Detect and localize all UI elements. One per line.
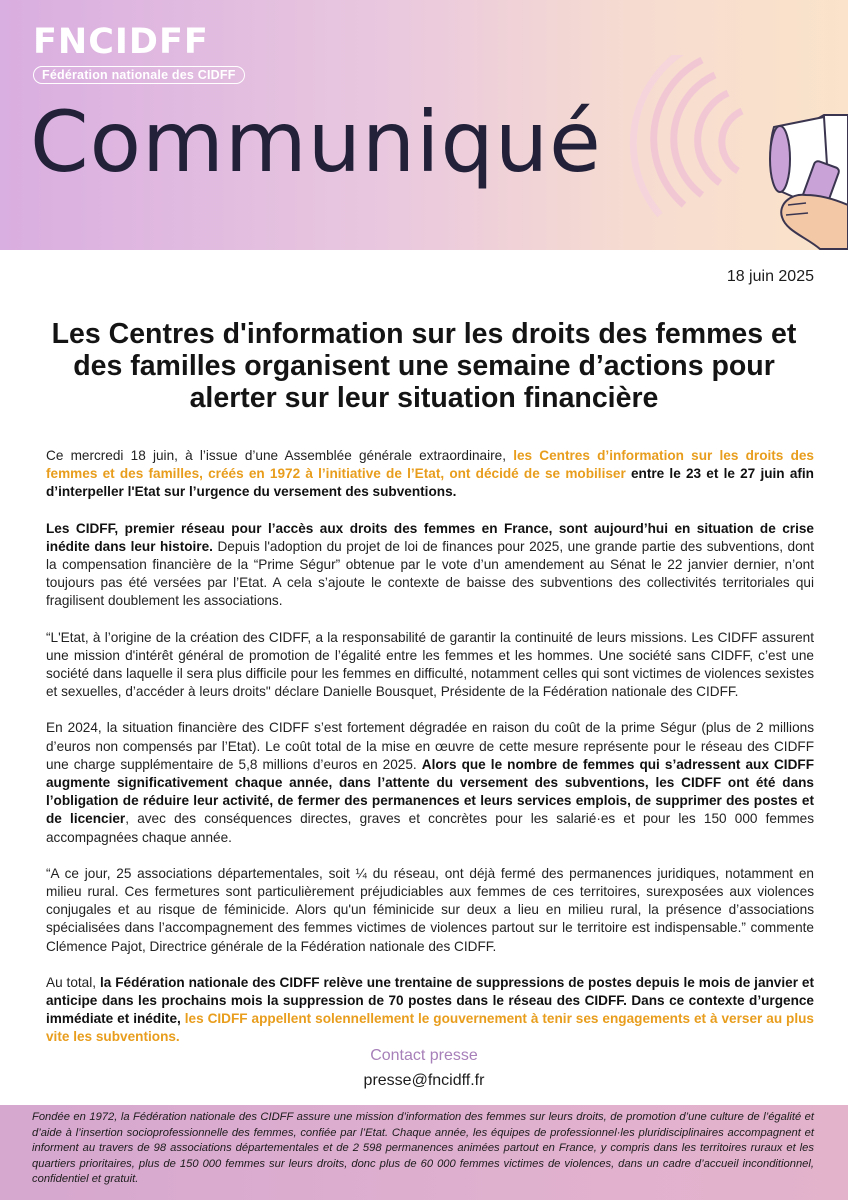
paragraph-3-quote: “L'Etat, à l’origine de la création des CIDFF, a la responsabilité de garantir la continuité de leurs missions. Les CIDFF assurent une mission d'intérêt général de promotion de l’égalité entre les femmes et les hommes. Une société sans CIDFF, c’est une société dans laquelle il sera plus difficile pour les femmes en difficulté, notamment celles qui sont victimes de violences sexistes et sexuelles, d’accéder à leurs droits" déclare Danielle Bousquet, Présidente de la Fédération nationale des CIDFF. — [46, 629, 814, 700]
press-contact — [0, 1046, 848, 1093]
publication-date: 18 juin 2025 — [726, 268, 814, 285]
footer-banner — [0, 1105, 848, 1200]
article-body — [46, 447, 814, 1065]
paragraph-1-bold: entre le 23 et le 27 juin afin d’interpeller l'Etat sur l’urgence du versement des subventions. — [46, 466, 814, 500]
logo-text: FNCIDFF — [33, 22, 209, 62]
paragraph-2-text: Depuis l'adoption du projet de loi de finances pour 2025, une grande partie des subventions, dont la compensation financière de la “Prime Ségur” obtenue par le vote d’un amendement au Sénat le 22 janvier dernier, n’ont toujours pas été versées par l’Etat. A cela s’ajoute le contexte de baisse des subventions des collectivités territoriales qui fragilisent doublement les associations. — [46, 538, 815, 609]
page-title: Communiqué — [30, 93, 602, 191]
paragraph-6-intro: Au total, — [46, 974, 100, 990]
footer-text: Fondée en 1972, la Fédération nationale des CIDFF assure une mission d’information des femmes sur leurs droits, de promotion d’une culture de l’égalité et d’aide à l’insertion socioprofessionnelle des femmes, confiée par l’Etat. Chaque année, les équipes de professionnel·les pluridisciplinaires accompagnent et informent au travers de 98 associations départementales et de 2 598 permanences animées partout en France, y compris dans les territoires ruraux et les quartiers prioritaires, plus de 150 000 femmes sur leurs droits, donc plus de 60 000 femmes victimes de violences, dans un cadre d’accueil inconditionnel, confidentiel et gratuit. — [32, 1111, 814, 1186]
paragraph-5-quote: “A ce jour, 25 associations départementales, soit ¼ du réseau, ont déjà fermé des permanences juridiques, notamment en milieu rural. Ces fermetures sont particulièrement préjudiciables aux femmes de ces territoires, surexposées aux violences conjugales et au risque de féminicide. Alors qu'un féminicide sur deux a lieu en milieu rural, la présence d’associations spécialisées dans l’accompagnement des femmes victimes de violences partout sur le territoire est indispensable.” commente Clémence Pajot, Directrice générale de la Fédération nationale des CIDFF. — [46, 865, 814, 954]
headline: Les Centres d'information sur les droits des femmes et des familles organisent une semaine d’actions pour alerter sur leur situation financière — [51, 318, 797, 414]
paragraph-2 — [46, 520, 814, 611]
megaphone-icon — [620, 55, 848, 250]
paragraph-1-highlight: les Centres d’information sur les droits des femmes et des familles, créés en 1972 à l’initiative de l’Etat, ont décidé de se mobiliser — [46, 448, 814, 482]
paragraph-4-bold: Alors que le nombre de femmes qui s’adressent aux CIDFF augmente significativement chaque année, dans l’attente du versement des subventions, les CIDFF ont été dans l’obligation de réduire leur activité, de fermer des permanences et leurs services emplois, de supprimer des postes et de licencier — [46, 756, 814, 827]
contact-label: Contact presse — [370, 1047, 478, 1064]
header-banner — [0, 0, 848, 250]
paragraph-2-bold: Les CIDFF, premier réseau pour l’accès aux droits des femmes en France, sont aujourd’hui en situation de crise inédite dans leur histoire. — [46, 520, 814, 554]
paragraph-1-intro: Ce mercredi 18 juin, à l’issue d’une Assemblée générale extraordinaire, — [46, 448, 514, 463]
paragraph-4-text: En 2024, la situation financière des CIDFF s’est fortement dégradée en raison du coût de la prime Ségur (plus de 2 millions d’euros non compensés par l’Etat). Le coût total de la mise en œuvre de cette mesure représente pour le réseau des CIDFF une charge supplémentaire de 5,8 millions d’euros en 2025. — [46, 720, 814, 772]
paragraph-6 — [46, 974, 814, 1047]
paragraph-1 — [46, 447, 814, 502]
logo-subtitle: Fédération nationale des CIDFF — [33, 66, 245, 84]
paragraph-4 — [46, 719, 814, 846]
paragraph-6-bold: la Fédération nationale des CIDFF relève une trentaine de suppressions de postes depuis le mois de janvier et anticipe dans les prochains mois la suppression de 70 postes dans le réseau des CIDFF. Dans ce contexte d’urgence immédiate et inédite, — [46, 974, 815, 1027]
contact-email[interactable]: presse@fncidff.fr — [363, 1072, 485, 1089]
fncidff-logo — [33, 22, 245, 84]
paragraph-4-end: , avec des conséquences directes, graves et concrètes pour les salarié·es et pour les 150 000 femmes accompagnées chaque année. — [46, 811, 815, 845]
paragraph-6-highlight: les CIDFF appellent solennellement le gouvernement à tenir ses engagements et à verser au plus vite les subventions. — [46, 1011, 814, 1045]
